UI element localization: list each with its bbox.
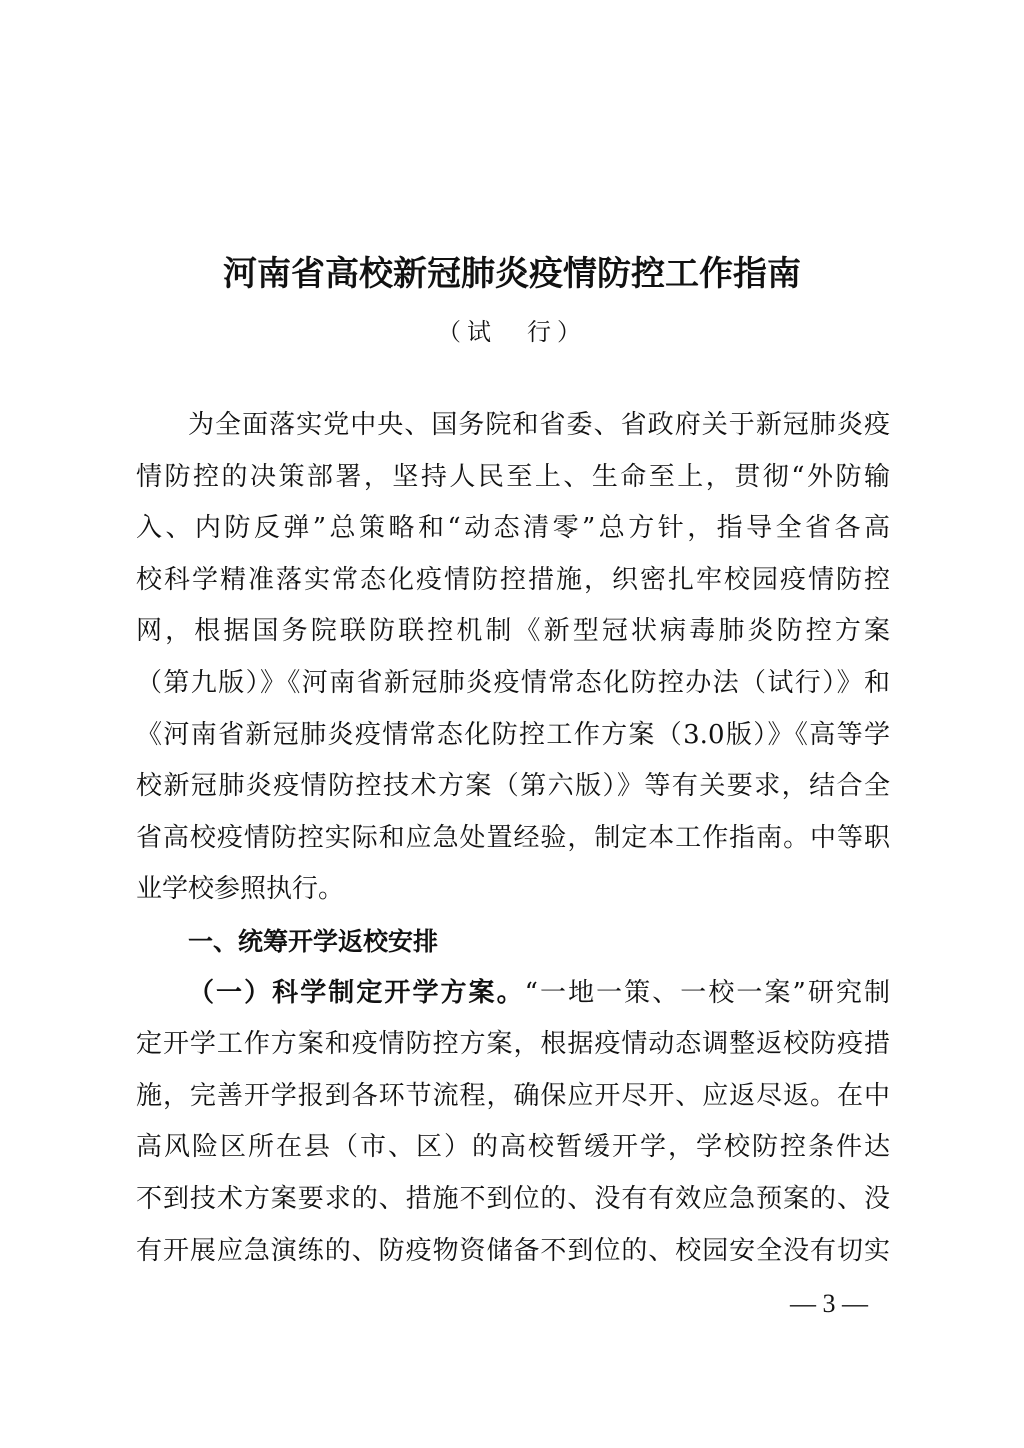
document-subtitle: （试 行） <box>437 318 587 346</box>
paragraph-line: （第九版）》《河南省新冠肺炎疫情常态化防控办法（试行）》和 <box>136 667 890 698</box>
paragraph-line: 情防控的决策部署，坚持人民至上、生命至上，贯彻“外防输 <box>136 461 890 492</box>
paragraph-line: 高风险区所在县（市、区）的高校暂缓开学，学校防控条件达 <box>136 1132 890 1163</box>
paragraph-line: 省高校疫情防控实际和应急处置经验，制定本工作指南。中等职 <box>136 822 890 853</box>
paragraph-line: 业学校参照执行。 <box>136 874 345 905</box>
page-number: — 3 — <box>790 1289 868 1318</box>
paragraph-line: 有开展应急演练的、防疫物资储备不到位的、校园安全没有切实 <box>136 1235 890 1266</box>
paragraph-line: 定开学工作方案和疫情防控方案，根据疫情动态调整返校防疫措 <box>136 1029 890 1060</box>
paragraph-line: 《河南省新冠肺炎疫情常态化防控工作方案（3.0版）》《高等学 <box>136 719 890 750</box>
paragraph-line: 校科学精准落实常态化疫情防控措施，织密扎牢校园疫情防控 <box>136 564 890 595</box>
paragraph-line: 施，完善开学报到各环节流程，确保应开尽开、应返尽返。在中 <box>136 1080 890 1111</box>
paragraph-line: 网，根据国务院联防联控机制《新型冠状病毒肺炎防控方案 <box>136 616 890 647</box>
paragraph-line: 不到技术方案要求的、措施不到位的、没有有效应急预案的、没 <box>136 1183 890 1214</box>
paragraph-line: 为全面落实党中央、国务院和省委、省政府关于新冠肺炎疫 <box>188 410 890 440</box>
paragraph-line: 校新冠肺炎疫情防控技术方案（第六版）》等有关要求，结合全 <box>136 771 890 802</box>
subsection-first-line-text: “一地一策、一校一案”研究制 <box>524 977 890 1008</box>
document-body <box>136 400 890 1277</box>
subsection-first-line <box>136 968 890 1020</box>
section-heading: 一、统筹开学返校安排 <box>188 926 439 956</box>
paragraph-line: 入、内防反弹”总策略和“动态清零”总方针，指导全省各高 <box>136 513 890 544</box>
document-title: 河南省高校新冠肺炎疫情防控工作指南 <box>223 254 801 294</box>
subsection-label: （一）科学制定开学方案。 <box>188 977 525 1008</box>
